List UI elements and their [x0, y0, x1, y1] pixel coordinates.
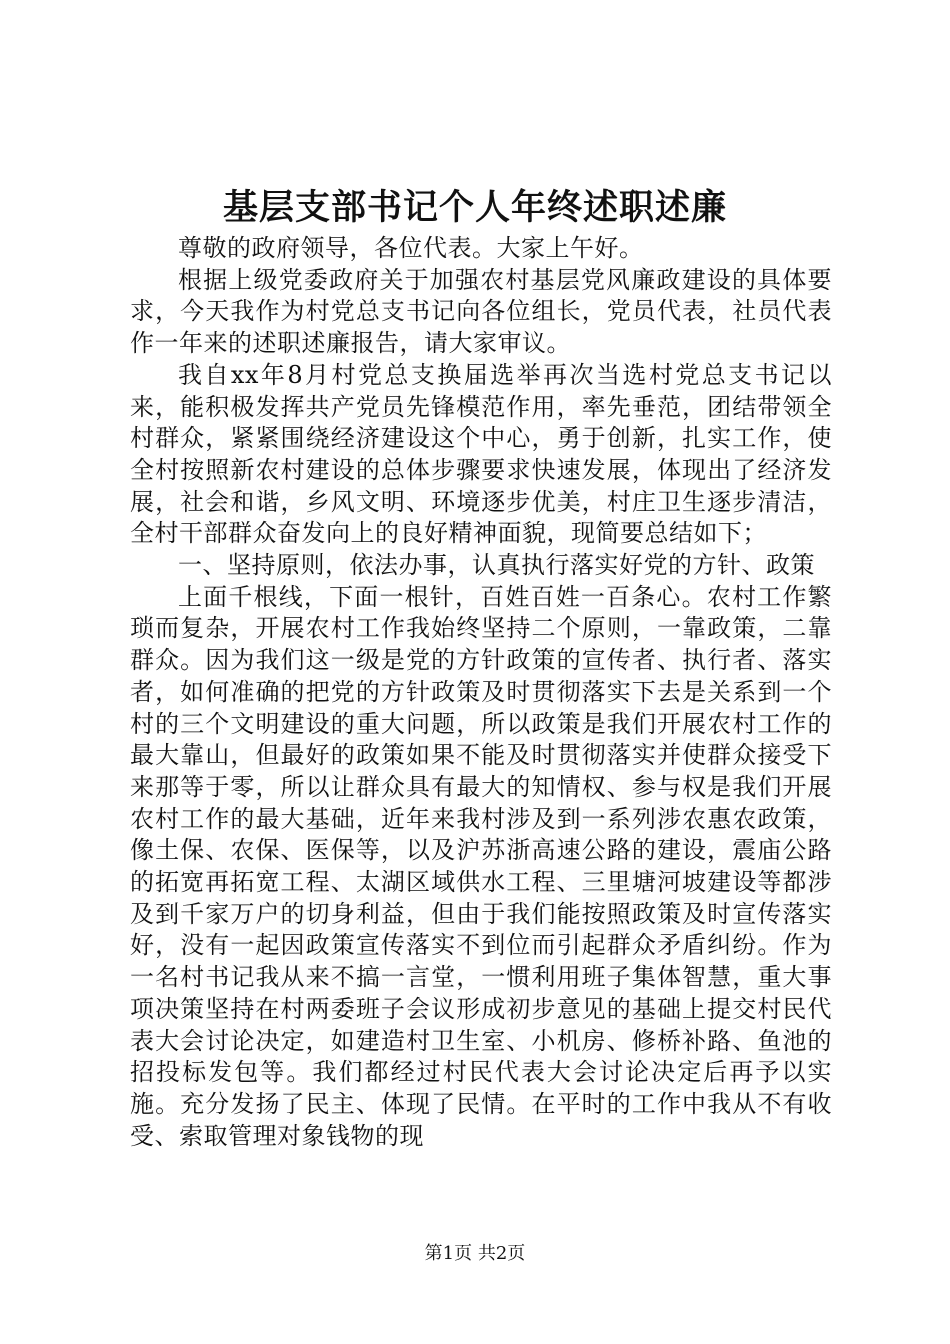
paragraph-greeting: 尊敬的政府领导，各位代表。大家上午好。	[178, 234, 644, 262]
paragraph-intro: 根据上级党委政府关于加强农村基层党风廉政建设的具体要求，今天我作为村党总支书记向各位组长，党员代表，社员代表作一年来的述职述廉报告，请大家审议。	[130, 265, 832, 358]
paragraph-section-1: 上面千根线，下面一根针，百姓百姓一百条心。农村工作繁琐而复杂，开展农村工作我始终坚持二个原则，一靠政策，二靠群众。因为我们这一级是党的方针政策的宣传者、执行者、落实者，如何准确的把党的方针政策及时贯彻落实下去是关系到一个村的三个文明建设的重大问题，所以政策是我们开展农村工作的最大靠山，但最好的政策如果不能及时贯彻落实并使群众接受下来那等于零，所以让群众具有最大的知情权、参与权是我们开展农村工作的最大基础，近年来我村涉及到一系列涉农惠农政策，像土保、农保、医保等，以及沪苏浙高速公路的建设，震庙公路的拓宽再拓宽工程、太湖区域供水工程、三里塘河坡建设等都涉及到千家万户的切身利益，但由于我们能按照政策及时宣传落实好，没有一起因政策宣传落实不到位而引起群众矛盾纠纷。作为一名村书记我从来不搞一言堂，一惯利用班子集体智慧，重大事项决策坚持在村两委班子会议形成初步意见的基础上提交村民代表大会讨论决定，如建造村卫生室、小机房、修桥补路、鱼池的招投标发包等。我们都经过村民代表大会讨论决定后再予以实施。充分发扬了民主、体现了民情。在平时的工作中我从不有收受、索取管理对象钱物的现	[130, 582, 832, 1150]
page-footer: 第1页 共2页	[424, 1243, 526, 1264]
paragraph-overview: 我自xx年8月村党总支换届选举再次当选村党总支书记以来，能积极发挥共产党员先锋模范作用，率先垂范，团结带领全村群众，紧紧围绕经济建设这个中心，勇于创新，扎实工作，使全村按照新农村建设的总体步骤要求快速发展，体现出了经济发展，社会和谐，乡风文明、环境逐步优美，村庄卫生逐步清洁，全村干部群众奋发向上的良好精神面貌，现简要总结如下；	[130, 360, 832, 548]
section-heading-1: 一、坚持原则，依法办事，认真执行落实好党的方针、政策	[178, 551, 815, 580]
document-body	[130, 233, 832, 1152]
document-title: 基层支部书记个人年终述职述廉	[222, 187, 727, 228]
